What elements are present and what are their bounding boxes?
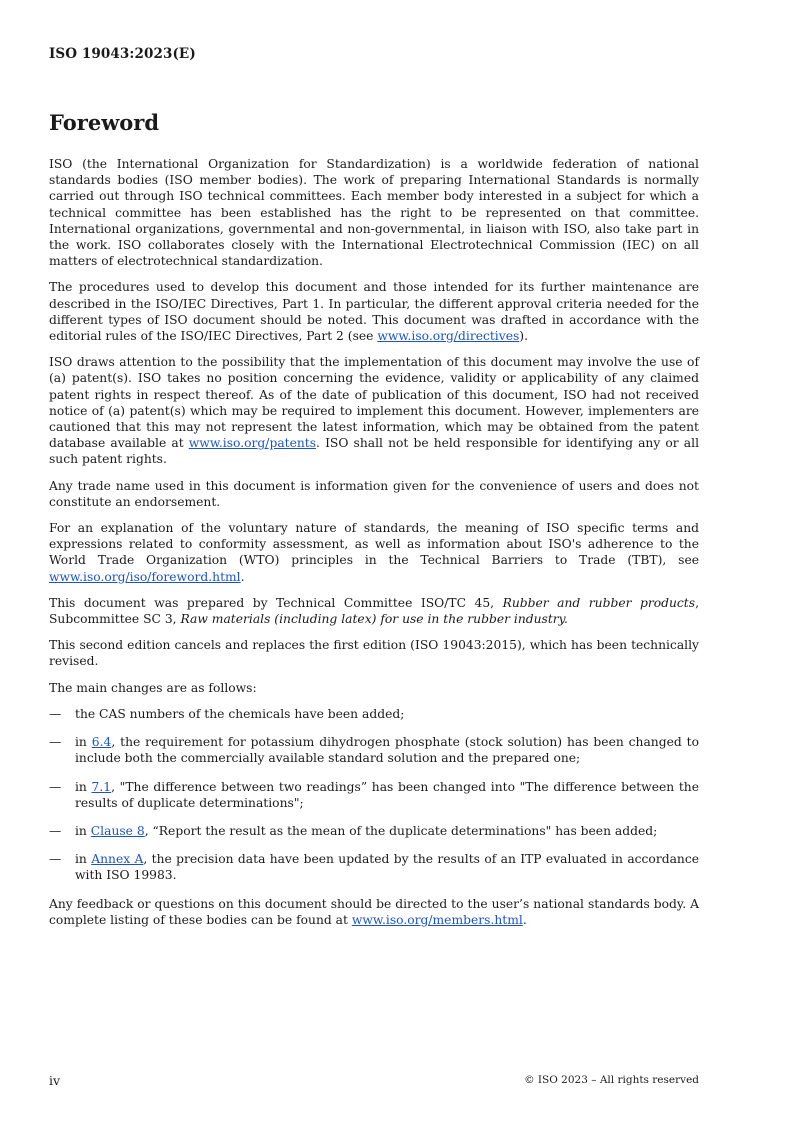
dash-bullet: — <box>49 852 62 867</box>
document-identifier: ISO 19043:2023(E) <box>49 46 196 62</box>
paragraph-patents <box>49 354 699 467</box>
subcommittee-title: Raw materials (including latex) for use in the rubber industry. <box>180 612 568 627</box>
annex-a-link[interactable]: Annex A <box>91 852 144 867</box>
members-link[interactable]: www.iso.org/members.html <box>351 912 523 927</box>
dash-bullet: — <box>49 779 62 794</box>
foreword-link[interactable]: www.iso.org/iso/foreword.html <box>49 569 241 584</box>
list-item-text: in <box>75 779 92 794</box>
list-item <box>49 823 699 839</box>
dash-bullet: — <box>49 735 62 750</box>
list-item-text: in <box>75 823 91 838</box>
clause-8-link[interactable]: Clause 8 <box>90 823 145 838</box>
paragraph-text: ). <box>519 329 528 344</box>
paragraph-text: For an explanation of the voluntary nature of standards, the meaning of ISO specific terms and expressions related to conformity assessment, as well as information about ISO's adherence to the World Trade Organization (WTO) principles in the Technical Barriers to Trade (TBT), see <box>49 521 699 568</box>
list-item <box>49 706 699 722</box>
paragraph-text: Any feedback or questions on this document should be directed to the user’s national standards body. A complete listing of these bodies can be found at <box>49 896 699 927</box>
paragraph-changes-intro: The main changes are as follows: <box>49 680 257 695</box>
paragraph-procedures <box>49 279 699 344</box>
foreword-body <box>49 156 699 938</box>
directives-link[interactable]: www.iso.org/directives <box>377 329 520 344</box>
paragraph-text: . <box>522 912 527 927</box>
list-item <box>49 779 699 811</box>
paragraph-iso-intro: ISO (the International Organization for Standardization) is a worldwide federation of national standards bodies (ISO member bodies). The work of preparing International Standards is normally carried out through ISO technical committees. Each member body interested in a subject for which a technical committee has been established has the right to be represented on that committee. International organizations, governmental and non-governmental, in liaison with ISO, also take part in the work. ISO collaborates closely with the International Electrotechnical Commission (IEC) on all matters of electrotechnical standardization. <box>49 157 699 269</box>
copyright-notice: © ISO 2023 – All rights reserved <box>524 1074 699 1086</box>
dash-bullet: — <box>49 706 62 721</box>
changes-list <box>49 706 699 884</box>
list-item-text: in <box>75 735 92 750</box>
patents-link[interactable]: www.iso.org/patents <box>188 436 317 451</box>
paragraph-voluntary-nature <box>49 520 699 585</box>
list-item-text: , "The difference between two readings” has been changed into "The difference between the results of duplicate determinations"; <box>75 779 699 810</box>
paragraph-committee <box>49 595 699 627</box>
paragraph-feedback <box>49 896 699 928</box>
list-item-text: the CAS numbers of the chemicals have been added; <box>75 706 405 721</box>
list-item <box>49 734 699 766</box>
paragraph-trade-name: Any trade name used in this document is information given for the convenience of users and does not constitute an endorsement. <box>49 478 699 509</box>
paragraph-text: This document was prepared by Technical Committee ISO/TC 45, <box>49 595 503 610</box>
page-number: iv <box>49 1073 61 1088</box>
dash-bullet: — <box>49 823 62 838</box>
list-item-text: , the requirement for potassium dihydrogen phosphate (stock solution) has been changed to include both the commercially available standard solution and the prepared one; <box>75 735 699 766</box>
subclause-6-4-link[interactable]: 6.4 <box>91 735 112 750</box>
page-title: Foreword <box>49 110 160 135</box>
committee-title: Rubber and rubber products <box>502 595 696 610</box>
list-item-text: , “Report the result as the mean of the duplicate determinations" has been added; <box>144 823 658 838</box>
list-item-text: , the precision data have been updated by the results of an ITP evaluated in accordance with ISO 19983. <box>75 852 699 883</box>
paragraph-text: , Subcommittee SC 3, <box>49 595 699 627</box>
list-item-text: in <box>75 852 92 867</box>
paragraph-edition: This second edition cancels and replaces the first edition (ISO 19043:2015), which has been technically revised. <box>49 638 699 669</box>
subclause-7-1-link[interactable]: 7.1 <box>91 779 112 794</box>
paragraph-text: The procedures used to develop this document and those intended for its further maintenance are described in the ISO/IEC Directives, Part 1. In particular, the different approval criteria needed for the different types of ISO document should be noted. This document was drafted in accordance with the editorial rules of the ISO/IEC Directives, Part 2 (see <box>49 280 699 344</box>
paragraph-text: ISO draws attention to the possibility that the implementation of this document may involve the use of (a) patent(s). ISO takes no position concerning the evidence, validity or applicability of any claimed patent rights in respect thereof. As of the date of publication of this document, ISO had not received notice of (a) patent(s) which may be required to implement this document. However, implementers are cautioned that this may not represent the latest information, which may be obtained from the patent database available at <box>49 355 699 451</box>
list-item <box>49 851 699 883</box>
paragraph-text: . <box>240 569 245 584</box>
paragraph-text: . ISO shall not be held responsible for identifying any or all such patent rights. <box>49 436 699 467</box>
